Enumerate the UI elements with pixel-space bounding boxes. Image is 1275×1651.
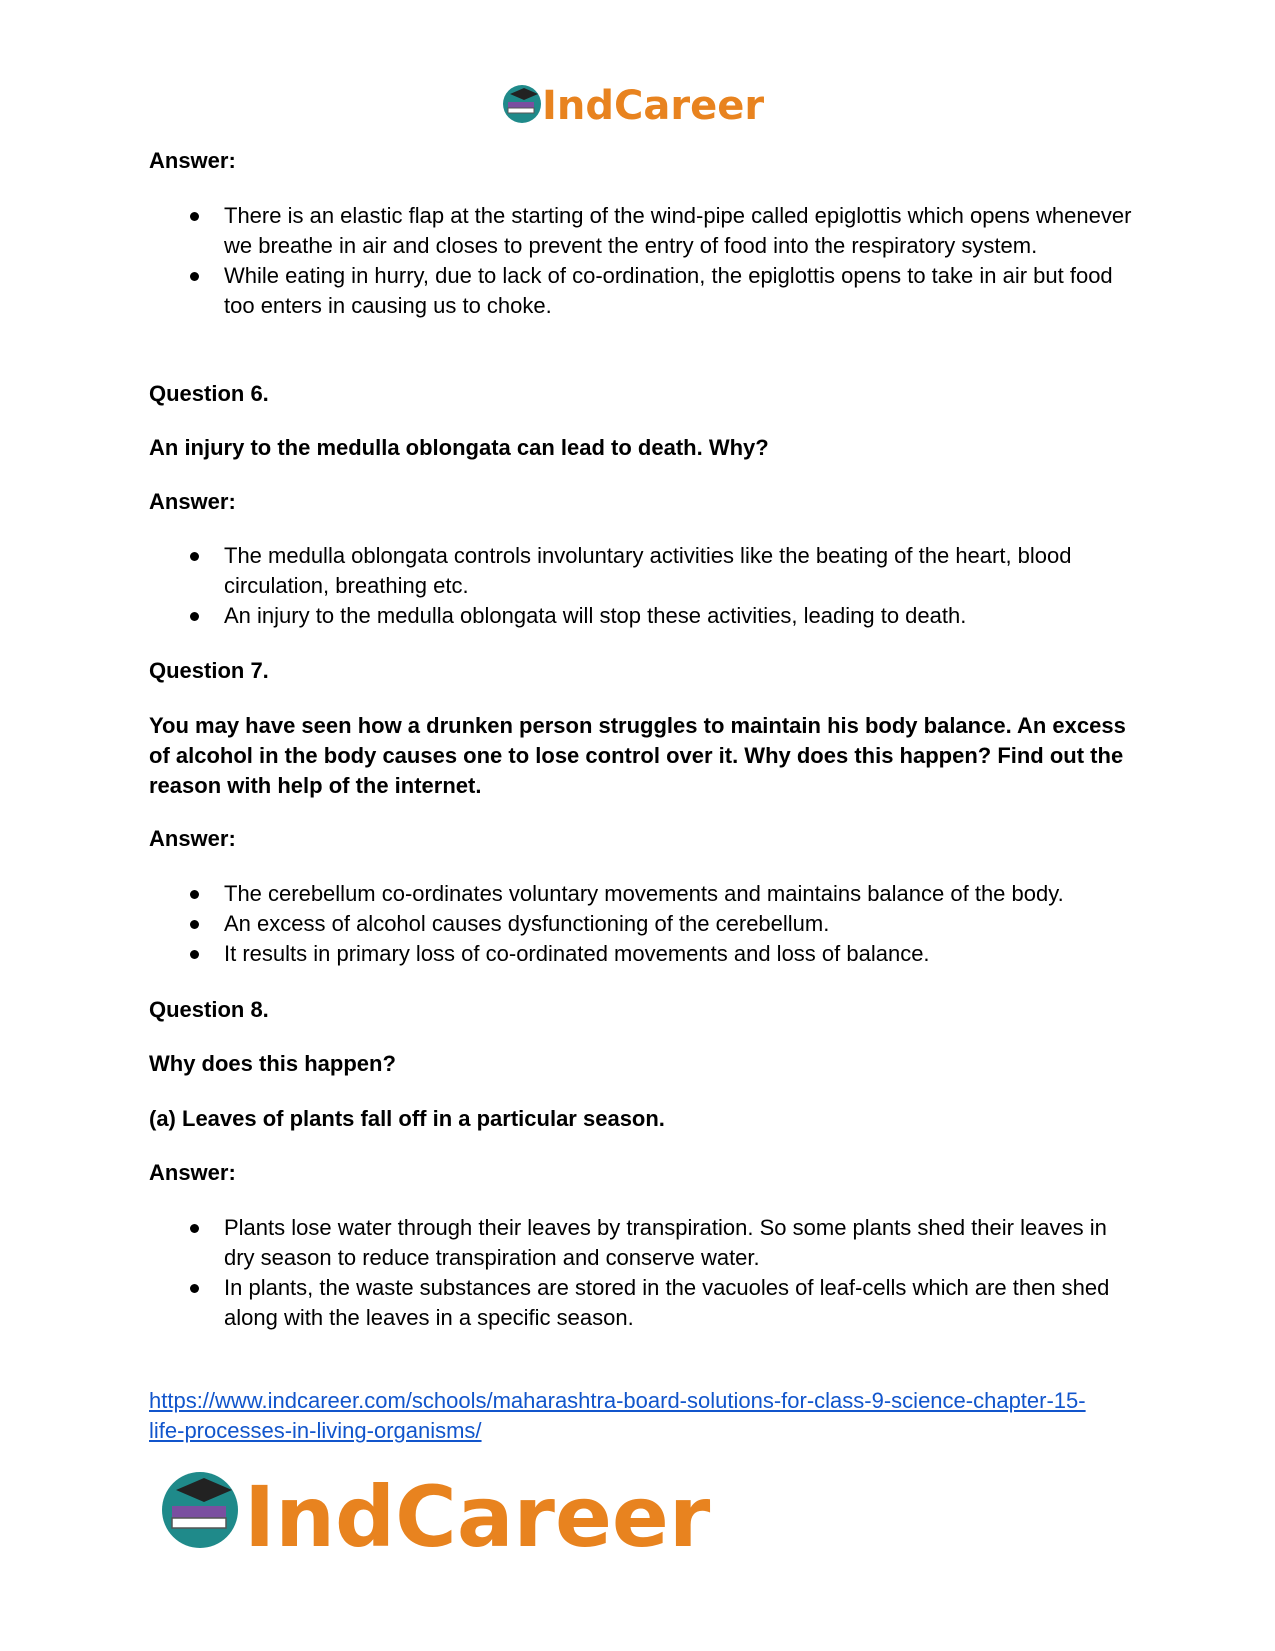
list-item: An injury to the medulla oblongata will stop these activities, leading to death.	[149, 601, 1139, 631]
list-item: In plants, the waste substances are stored in the vacuoles of leaf-cells which are then shed along with the leaves in a specific season.	[149, 1273, 1139, 1333]
question-text: You may have seen how a drunken person struggles to maintain his body balance. An excess of alcohol in the body causes one to lose control over it. Why does this happen? Find out the reason with help of the internet.	[149, 713, 1126, 798]
source-link-line2[interactable]: life-processes-in-living-organisms/	[149, 1418, 482, 1443]
answer-list	[149, 201, 1139, 321]
list-item: While eating in hurry, due to lack of co-ordination, the epiglottis opens to take in air but food too enters in causing us to choke.	[149, 261, 1139, 321]
logo-wordmark: IndCareer	[244, 1468, 711, 1562]
answer-label: Answer:	[149, 826, 236, 851]
list-item: An excess of alcohol causes dysfunctioning of the cerebellum.	[149, 909, 1139, 939]
question-label: Question 6.	[149, 381, 269, 406]
question-label: Question 8.	[149, 997, 269, 1022]
answer-list	[149, 1213, 1139, 1333]
logo-wordmark: IndCareer	[542, 83, 765, 129]
list-item: The medulla oblongata controls involuntary activities like the beating of the heart, blood circulation, breathing etc.	[149, 541, 1139, 601]
question-text: Why does this happen?	[149, 1051, 396, 1076]
indcareer-logo-header	[500, 78, 800, 130]
list-item: Plants lose water through their leaves by transpiration. So some plants shed their leaves in dry season to reduce transpiration and conserve water.	[149, 1213, 1139, 1273]
source-link[interactable]	[149, 1386, 1139, 1446]
answer-label: Answer:	[149, 489, 236, 514]
indcareer-logo-footer	[158, 1462, 758, 1562]
answer-list	[149, 541, 1139, 631]
answer-label: Answer:	[149, 1160, 236, 1185]
question-label: Question 7.	[149, 658, 269, 683]
answer-list	[149, 879, 1139, 969]
list-item: It results in primary loss of co-ordinated movements and loss of balance.	[149, 939, 1139, 969]
answer-label: Answer:	[149, 148, 236, 173]
question-subpart: (a) Leaves of plants fall off in a particular season.	[149, 1106, 665, 1131]
source-link-line1[interactable]: https://www.indcareer.com/schools/maharashtra-board-solutions-for-class-9-science-chapter-15-	[149, 1388, 1086, 1413]
question-text: An injury to the medulla oblongata can lead to death. Why?	[149, 435, 769, 460]
book-graduate-icon	[503, 85, 541, 123]
book-graduate-icon	[162, 1472, 238, 1548]
list-item: There is an elastic flap at the starting of the wind-pipe called epiglottis which opens whenever we breathe in air and closes to prevent the entry of food into the respiratory system.	[149, 201, 1139, 261]
list-item: The cerebellum co-ordinates voluntary movements and maintains balance of the body.	[149, 879, 1139, 909]
